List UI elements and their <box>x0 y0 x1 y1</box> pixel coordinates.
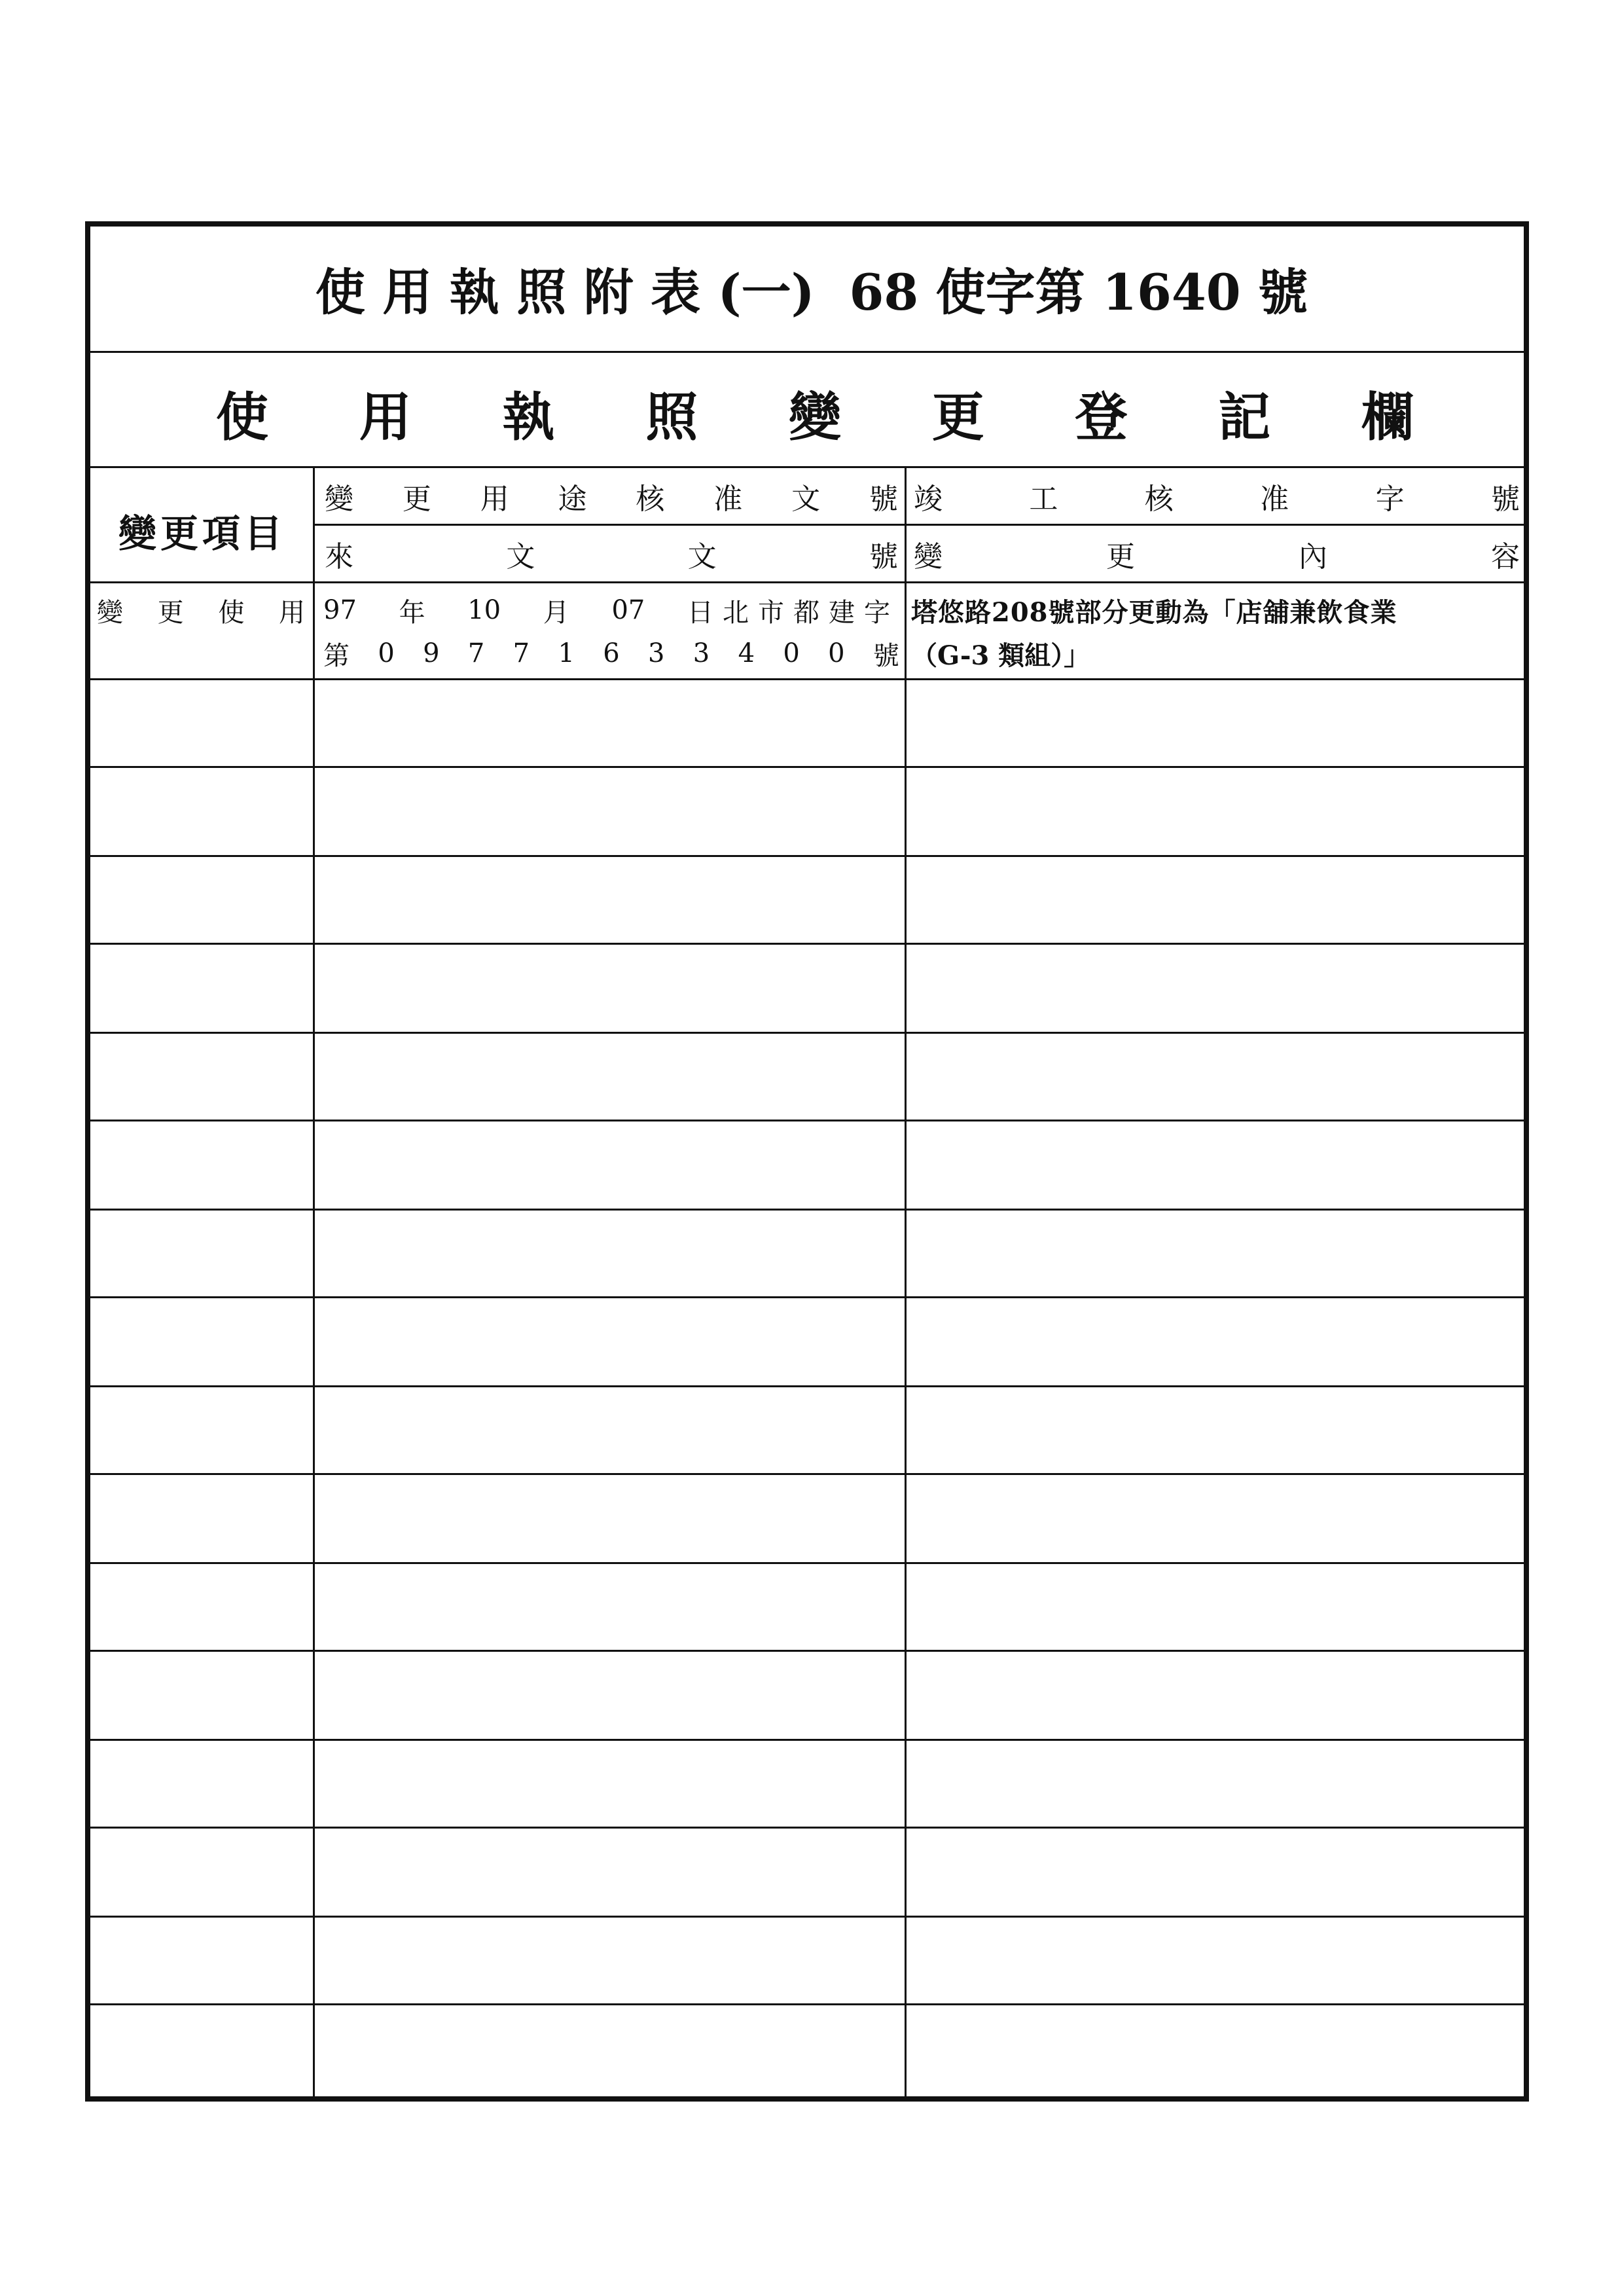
table-row-divider <box>90 678 1524 680</box>
header-change-item: 變更項目 <box>118 511 286 556</box>
table-row-divider <box>90 1916 1524 1918</box>
section-title <box>216 373 1414 452</box>
header-approval-doc-no: 變 更 用 途 核 准 文 號 <box>325 483 898 516</box>
table-row-divider <box>90 855 1524 857</box>
table-row-divider <box>90 1120 1524 1121</box>
divider-header-bottom <box>90 581 1524 583</box>
column-divider-1 <box>313 466 315 2096</box>
section-title-char: 用 <box>359 386 412 448</box>
table-row-divider <box>90 766 1524 768</box>
table-row-divider <box>90 1739 1524 1741</box>
row-1-content-line1: 塔悠路208號部分更動為「店舖兼飲食業 <box>911 597 1397 628</box>
row-1-item: 變 更 使 用 <box>97 597 305 628</box>
section-title-char: 登 <box>1075 386 1128 448</box>
header-completion-no: 竣 工 核 准 字 號 <box>914 483 1520 516</box>
title-text: 使 用 執 照 附 表 (一) 68 使字第 1640 號 <box>315 263 1308 321</box>
table-row-divider <box>90 2003 1524 2005</box>
section-title-char: 欄 <box>1361 386 1414 448</box>
page-title <box>223 249 1401 327</box>
row-1-doc-line1: 97 年 10 月 07 日北市都建字 <box>323 595 899 628</box>
section-title-char: 執 <box>502 386 555 448</box>
header-change-content: 變 更 內 容 <box>914 540 1520 574</box>
table-row-divider <box>90 943 1524 945</box>
divider-section <box>90 466 1524 468</box>
header-incoming-doc-no: 來 文 文 號 <box>325 540 898 574</box>
section-title-char: 變 <box>789 386 841 448</box>
table-row-divider <box>90 1827 1524 1829</box>
section-title-char: 照 <box>645 386 698 448</box>
divider-title <box>90 351 1524 353</box>
section-title-char: 更 <box>931 386 984 448</box>
table-row-divider <box>90 1032 1524 1034</box>
section-title-char: 使 <box>216 386 268 448</box>
table-row-divider <box>90 1296 1524 1298</box>
table-row-divider <box>90 1562 1524 1564</box>
table-row-divider <box>90 1650 1524 1652</box>
divider-header-mid <box>313 524 1524 526</box>
row-1-doc-line2: 第 0 9 7 7 1 6 3 3 4 0 0 號 <box>323 638 899 671</box>
column-divider-2 <box>905 466 907 2096</box>
section-title-char: 記 <box>1218 386 1271 448</box>
table-row-divider <box>90 1385 1524 1387</box>
table-row-divider <box>90 1209 1524 1211</box>
table-row-divider <box>90 1473 1524 1475</box>
row-1-content-line2: （G-3 類組）」 <box>911 640 1090 671</box>
